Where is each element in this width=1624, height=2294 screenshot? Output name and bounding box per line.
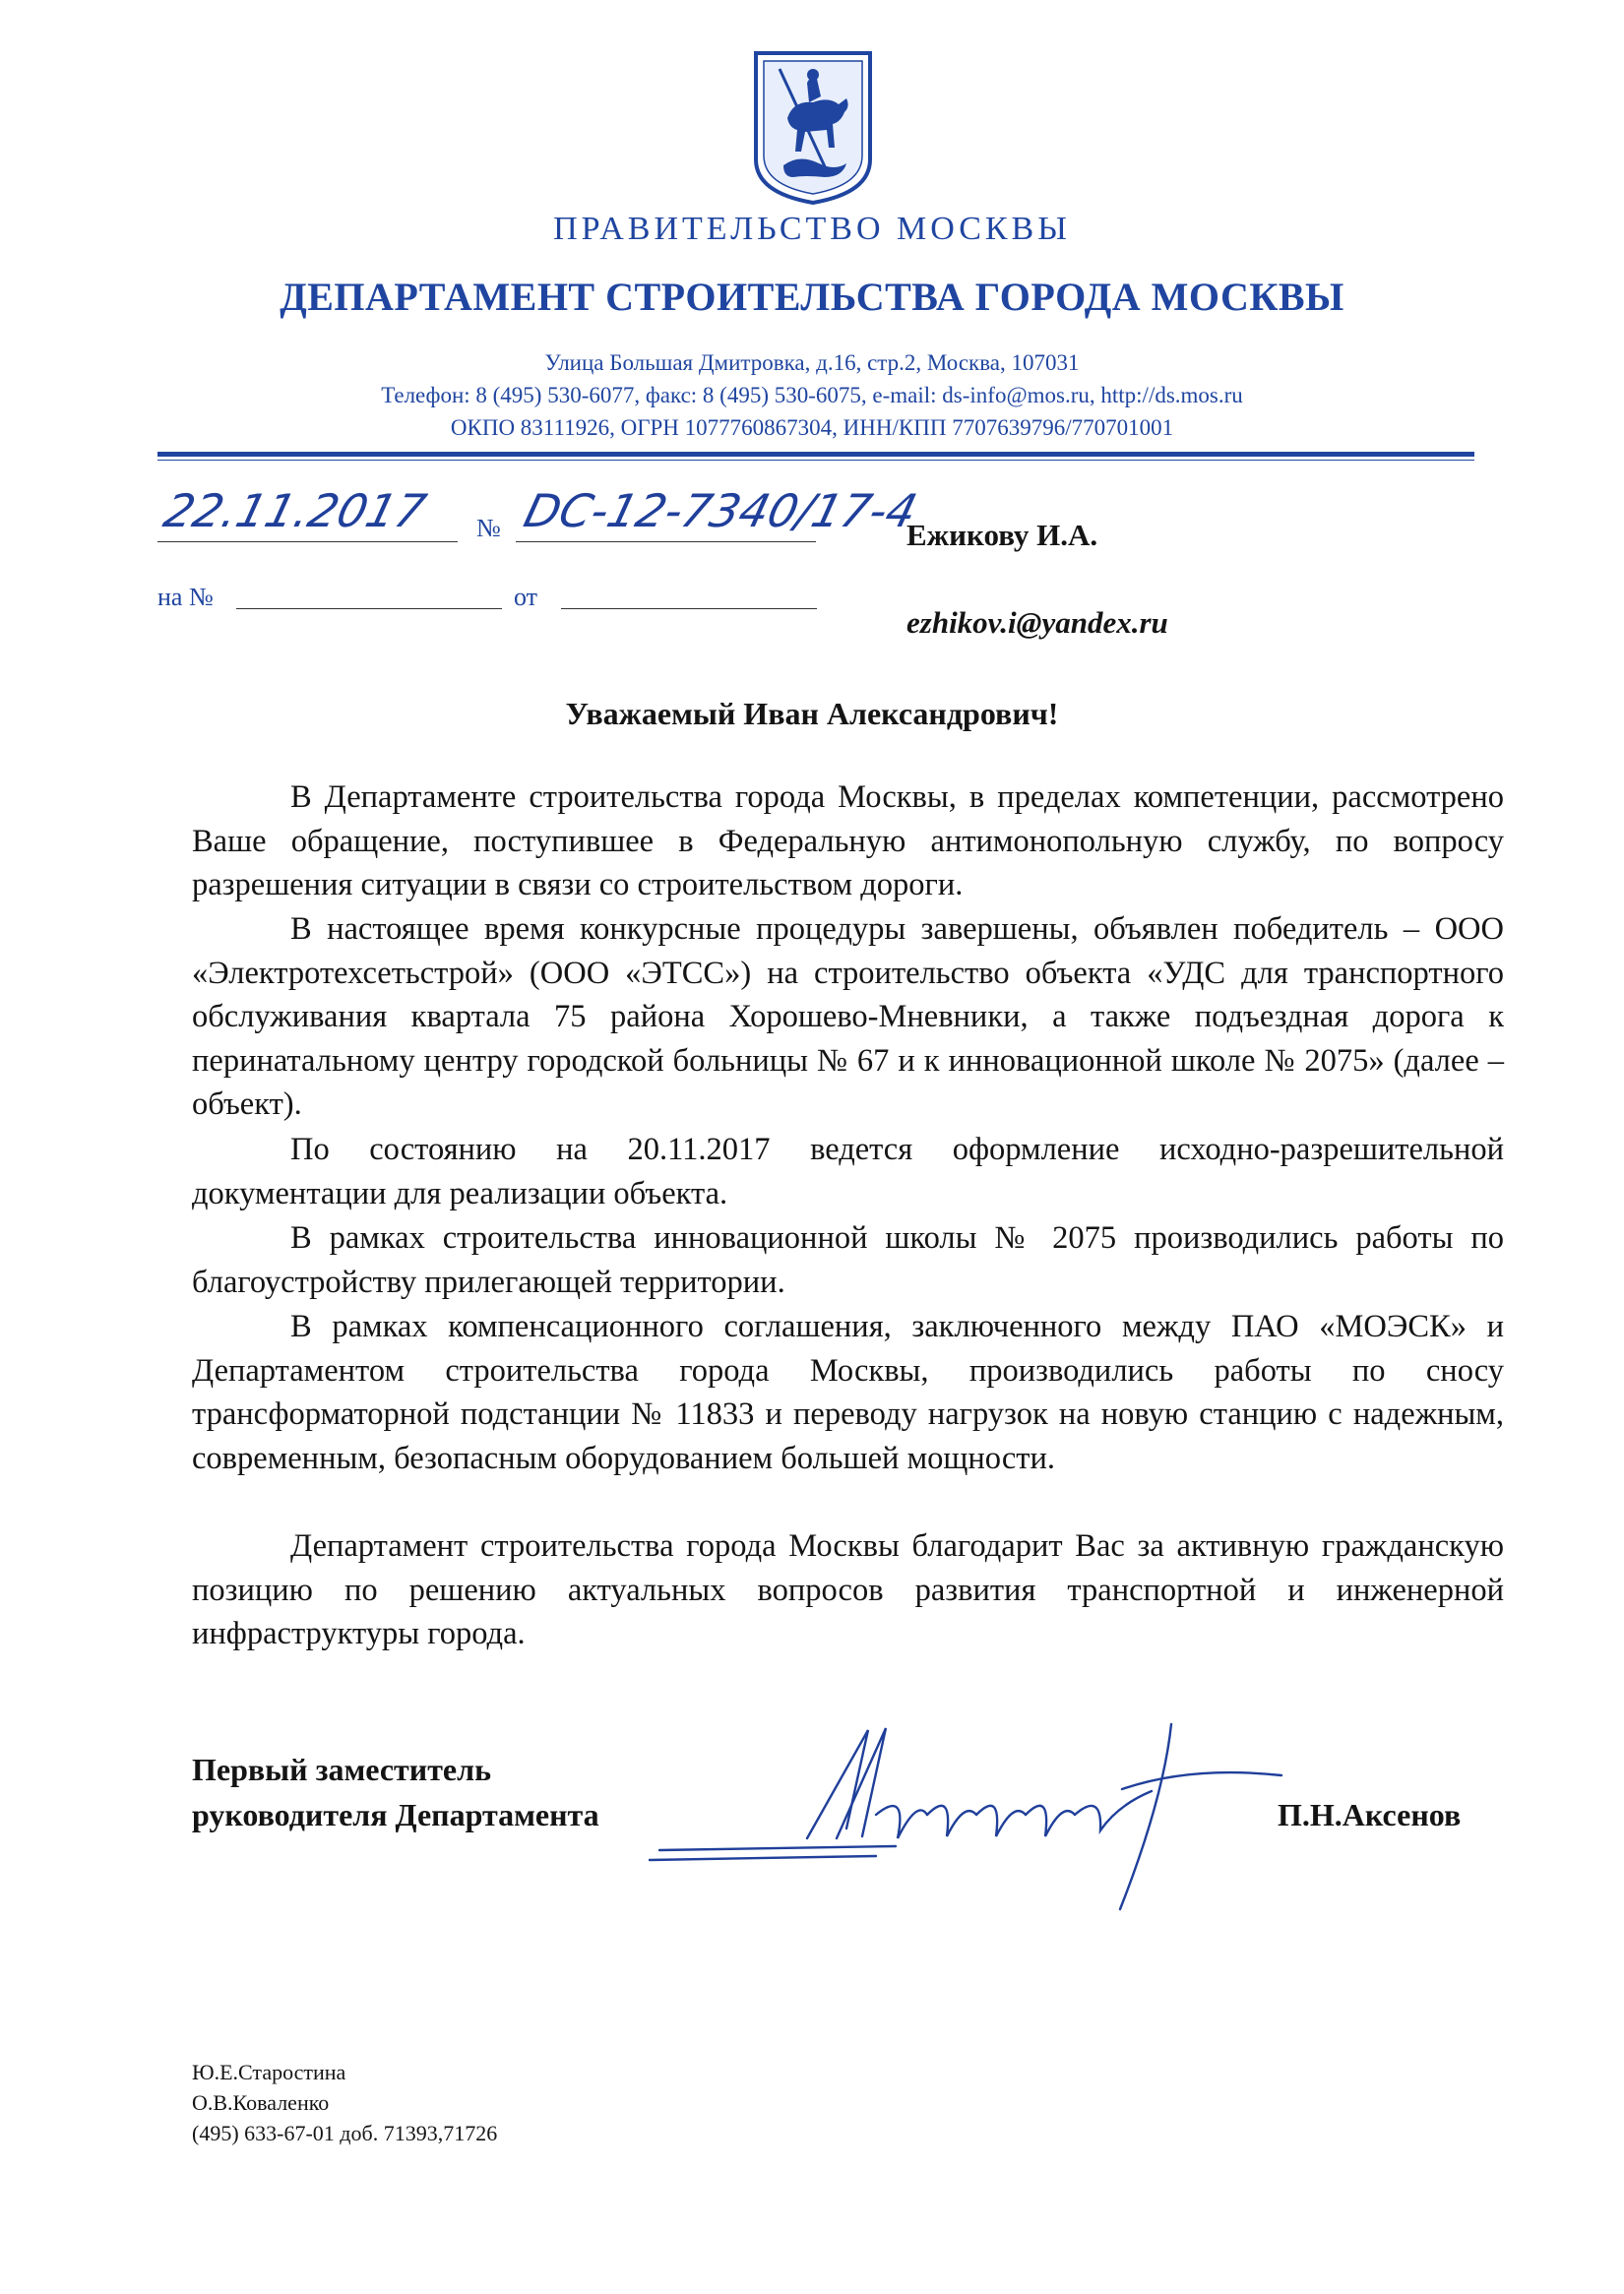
- number-label: №: [476, 514, 501, 542]
- body-paragraph-4: В рамках строительства инновационной школы № 2075 производились работы по благоустройству прилегающей территории.: [192, 1220, 1504, 1300]
- executor-1: Ю.Е.Старостина: [192, 2060, 346, 2084]
- moscow-coat-of-arms-emblem: [750, 49, 876, 207]
- greeting: Уважаемый Иван Александрович!: [565, 696, 1059, 731]
- body-paragraph-6: Департамент строительства города Москвы благодарит Вас за активную гражданскую позицию по решению актуальных вопросов развития транспортной и инженерной инфраструктуры города.: [192, 1528, 1504, 1651]
- handwritten-signature-image: [640, 1720, 1289, 1917]
- outgoing-number-handwritten: DC-12-7340/17-4: [519, 484, 922, 537]
- government-name: ПРАВИТЕЛЬСТВО МОСКВЫ: [553, 211, 1071, 247]
- body-paragraph-1: В Департаменте строительства города Москвы, в пределах компетенции, рассмотрено Ваше обращение, поступившее в Федеральную антимонопольную службу, по вопросу разрешения ситуации в связи со строительством дороги.: [192, 779, 1504, 902]
- executor-phone: (495) 633-67-01 доб. 71393,71726: [192, 2121, 498, 2145]
- signer-name: П.Н.Аксенов: [1278, 1797, 1462, 1832]
- signer-position-line-2: руководителя Департамента: [192, 1797, 599, 1832]
- header-divider-thin: [157, 460, 1474, 461]
- addressee-name: Ежикову И.А.: [906, 518, 1098, 552]
- executor-2: О.В.Коваленко: [192, 2090, 330, 2115]
- outgoing-date-handwritten: 22.11.2017: [158, 484, 432, 537]
- department-contacts: Телефон: 8 (495) 530-6077, факс: 8 (495) 530-6075, e-mail: ds-info@mos.ru, http://ds.mos.ru: [381, 383, 1243, 407]
- body-paragraph-3: По состоянию на 20.11.2017 ведется оформление исходно-разрешительной документации для реализации объекта.: [192, 1132, 1504, 1211]
- reply-to-label: на №: [157, 583, 214, 611]
- reply-to-underline: [236, 608, 502, 609]
- executors-block: [192, 2057, 497, 2148]
- date-underline: [157, 541, 458, 542]
- department-requisites: ОКПО 83111926, ОГРН 1077760867304, ИНН/КПП 7707639796/770701001: [450, 415, 1174, 440]
- body-paragraph-5: В рамках компенсационного соглашения, заключенного между ПАО «МОЭСК» и Департаментом строительства города Москвы, производились работы по сносу трансформаторной подстанции № 11833 и переводу нагрузок на новую станцию с надежным, современным, безопасным оборудованием большей мощности.: [192, 1309, 1504, 1476]
- signer-position: [192, 1747, 599, 1837]
- body-paragraph-2: В настоящее время конкурсные процедуры завершены, объявлен победитель – ООО «Электротехсетьстрой» (ООО «ЭТСС») на строительство объекта «УДС для транспортного обслуживания квартала 75 района Хорошево-Мневники, а также подъездная дорога к перинатальному центру городской больницы № 67 и к инновационной школе № 2075» (далее – объект).: [192, 911, 1504, 1122]
- addressee-email: ezhikov.i@yandex.ru: [906, 605, 1168, 640]
- header-divider-thick: [157, 452, 1474, 457]
- from-underline: [561, 608, 817, 609]
- from-label: от: [514, 583, 538, 611]
- signer-position-line-1: Первый заместитель: [192, 1752, 491, 1787]
- department-name: ДЕПАРТАМЕНТ СТРОИТЕЛЬСТВА ГОРОДА МОСКВЫ: [280, 275, 1344, 319]
- department-address: Улица Большая Дмитровка, д.16, стр.2, Москва, 107031: [544, 350, 1080, 375]
- number-underline: [516, 541, 816, 542]
